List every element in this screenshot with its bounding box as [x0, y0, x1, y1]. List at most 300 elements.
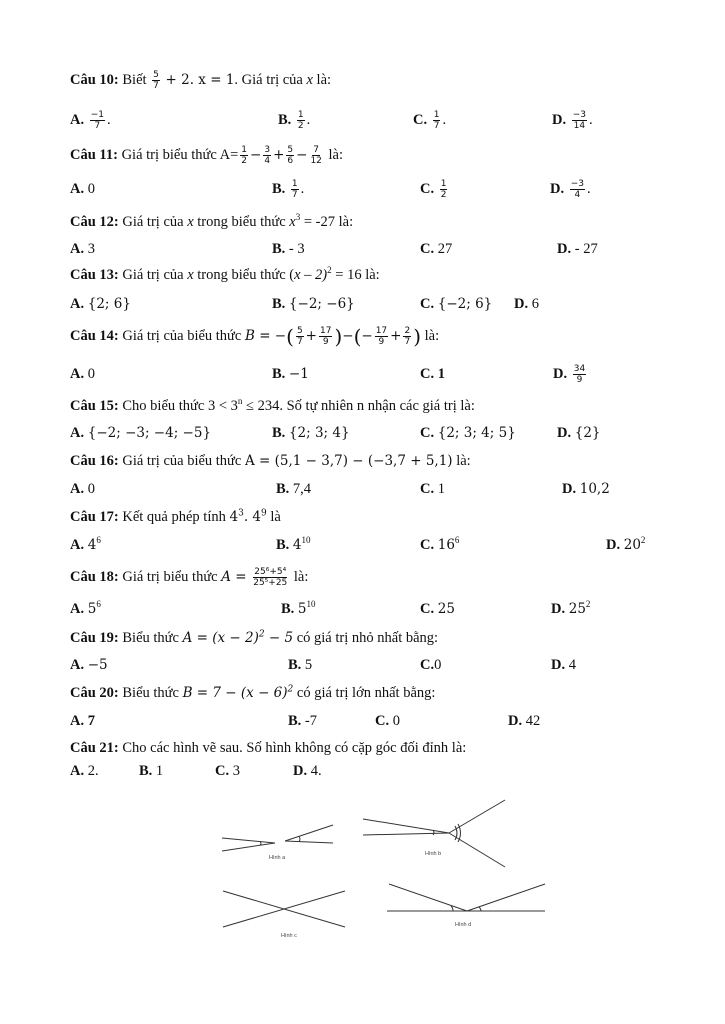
fraction-denominator: 2	[440, 190, 447, 201]
options-row-11	[0, 177, 725, 201]
operator: −	[250, 147, 262, 163]
option-label: D.	[557, 241, 572, 257]
option-label: D.	[293, 763, 308, 779]
option-c[interactable]	[215, 759, 240, 783]
base: 25	[568, 601, 586, 617]
fraction-numerator: 5	[296, 326, 303, 337]
figure-b-ray	[449, 800, 505, 833]
fraction-denominator: 4	[574, 190, 581, 201]
option-label: A.	[70, 241, 85, 257]
fraction	[375, 326, 388, 347]
exponent: 10	[306, 599, 316, 610]
question-label: Câu 12:	[70, 214, 119, 230]
option-text: 10,2	[579, 481, 610, 497]
option-b[interactable]	[288, 653, 312, 677]
option-d[interactable]	[550, 177, 591, 201]
question-label: Câu 13:	[70, 267, 119, 283]
exponent: 2	[640, 535, 646, 546]
question-13	[70, 265, 380, 285]
fraction	[252, 567, 288, 588]
option-b[interactable]	[288, 709, 317, 733]
options-row-19	[0, 653, 725, 677]
fraction-denominator: 6	[287, 156, 294, 167]
figure-a-ray	[222, 843, 275, 851]
option-a[interactable]	[70, 597, 101, 621]
question-21	[70, 738, 466, 758]
option-b[interactable]	[278, 108, 310, 132]
option-text: {2; 6}	[87, 296, 131, 312]
option-label: A.	[70, 296, 85, 312]
base: 4	[87, 537, 97, 553]
option-a[interactable]	[70, 362, 95, 386]
base: 4	[252, 509, 262, 525]
math-expression: B = −	[244, 328, 287, 344]
option-label: D.	[557, 425, 572, 441]
exponent: 3	[295, 212, 301, 223]
option-label: C.	[420, 181, 435, 197]
math-expression	[230, 509, 267, 525]
question-17	[70, 507, 281, 527]
expression-part: − 5	[264, 630, 294, 646]
question-text: Giá trị của	[122, 267, 184, 283]
question-text: là:	[328, 147, 344, 163]
option-label: C.	[420, 425, 435, 441]
option-label: D.	[551, 601, 566, 617]
option-label: C.	[420, 601, 435, 617]
figure-c	[223, 891, 345, 927]
fraction	[573, 364, 586, 385]
exponent: 6	[96, 535, 101, 546]
option-c[interactable]	[375, 709, 400, 733]
option-text: 7,4	[292, 481, 312, 497]
option-label: C.	[420, 537, 435, 553]
option-label: B.	[272, 181, 286, 197]
options-row-12	[0, 237, 725, 261]
option-label: B.	[281, 601, 295, 617]
fraction-numerator: 1	[297, 110, 304, 121]
question-text: Giá trị biểu thức	[122, 569, 218, 585]
option-label: B.	[272, 296, 286, 312]
exponent: 9	[261, 508, 267, 519]
question-text: Biết	[122, 72, 147, 88]
math-expression: A =	[221, 569, 247, 585]
option-text: 0	[392, 713, 400, 729]
option-a[interactable]	[70, 237, 95, 261]
option-b[interactable]	[272, 177, 304, 201]
question-text: là:	[456, 453, 471, 469]
expression-part: B = 7 − (x − 6)	[182, 685, 288, 701]
option-label: B.	[272, 425, 286, 441]
operator: +	[305, 328, 317, 344]
exponent: 2	[585, 599, 591, 610]
option-b[interactable]	[272, 292, 355, 316]
operator: −	[361, 328, 373, 344]
option-label: C.	[420, 366, 435, 382]
fraction-denominator: 9	[576, 375, 583, 386]
options-row-13	[0, 292, 725, 316]
variable: x	[187, 267, 194, 283]
option-text: -7	[304, 713, 318, 729]
math-expression	[183, 685, 294, 701]
option-label: A.	[70, 537, 85, 553]
question-18	[70, 567, 308, 588]
figure-b-ray	[363, 819, 449, 833]
paren: )	[413, 324, 421, 349]
option-b[interactable]	[139, 759, 163, 783]
option-d[interactable]	[553, 362, 588, 386]
option-c[interactable]	[413, 108, 446, 132]
question-text: = -27 là:	[303, 214, 354, 230]
option-text: 3	[232, 763, 240, 779]
exponent: 2	[287, 684, 294, 695]
option-label: A.	[70, 481, 85, 497]
question-text: Biểu thức	[122, 630, 179, 646]
figure-b-angle-arc	[433, 830, 434, 835]
fraction-denominator: 25⁵+25	[253, 578, 288, 589]
option-label: D.	[514, 296, 529, 312]
question-label: Câu 21:	[70, 740, 119, 756]
option-c[interactable]	[420, 477, 445, 501]
question-label: Câu 15:	[70, 398, 119, 414]
option-c[interactable]	[420, 237, 452, 261]
option-label: B.	[278, 112, 292, 128]
option-label: A.	[70, 763, 85, 779]
figure-a-angle-arc	[299, 837, 300, 842]
exponent: 6	[96, 599, 101, 610]
options-row-17	[0, 533, 725, 557]
fraction	[440, 179, 448, 200]
option-label: B.	[272, 366, 286, 382]
option-text: 3	[87, 241, 95, 257]
option-text: 25	[437, 601, 455, 617]
operator: +	[273, 147, 285, 163]
option-a[interactable]	[70, 759, 99, 783]
question-label: Câu 14:	[70, 328, 119, 344]
option-d[interactable]	[552, 108, 593, 132]
question-text: trong biểu thức (	[197, 267, 295, 283]
fraction-denominator: 7	[94, 121, 101, 132]
option-text: 0	[87, 481, 95, 497]
option-label: C.	[413, 112, 428, 128]
options-row-21	[0, 759, 725, 783]
fraction-numerator: 5	[287, 145, 294, 156]
question-text: trong biểu thức	[197, 214, 286, 230]
option-d[interactable]	[551, 653, 576, 677]
variable: x	[306, 72, 313, 88]
option-c[interactable]	[420, 653, 441, 677]
fraction-numerator: 5	[153, 70, 159, 81]
question-label: Câu 17:	[70, 509, 119, 525]
option-text: 0	[434, 657, 442, 673]
option-suffix: .	[107, 112, 111, 128]
option-b[interactable]	[272, 362, 309, 386]
base: 4	[292, 537, 302, 553]
operator: −	[342, 328, 354, 344]
question-text: Giá trị của biểu thức	[122, 328, 242, 344]
option-a[interactable]	[70, 292, 131, 316]
option-d[interactable]	[514, 292, 539, 316]
option-label: C.	[375, 713, 390, 729]
option-c[interactable]	[420, 533, 459, 557]
base: 16	[437, 537, 455, 553]
operator: .	[243, 509, 253, 525]
fraction-numerator: 1	[241, 145, 248, 156]
option-suffix: .	[300, 181, 305, 197]
fraction	[90, 110, 105, 131]
question-20	[70, 683, 435, 703]
option-suffix: .	[306, 112, 311, 128]
option-a[interactable]	[70, 533, 101, 557]
angle-figures	[215, 795, 555, 945]
option-a[interactable]	[70, 653, 108, 677]
figure-d	[387, 884, 545, 911]
figure-a	[222, 825, 333, 851]
option-text: 0	[87, 181, 95, 197]
fraction	[297, 110, 305, 131]
fraction	[309, 145, 322, 166]
option-text: 1	[437, 366, 445, 382]
fraction-numerator: −1	[90, 110, 105, 121]
option-label: A.	[70, 181, 85, 197]
figure-c-caption: Hình c	[281, 933, 297, 939]
math-expression: A = (5,1 − 3,7) − (−3,7 + 5,1)	[244, 453, 453, 469]
option-suffix: .	[442, 112, 447, 128]
options-row-16	[0, 477, 725, 501]
option-text: - 3	[288, 241, 305, 257]
figure-b-caption: Hình b	[425, 851, 442, 857]
option-b[interactable]	[276, 477, 311, 501]
option-text: {2; 3; 4}	[288, 425, 350, 441]
question-text: có giá trị lớn nhất bằng:	[296, 685, 436, 701]
fraction-numerator: 34	[573, 364, 586, 375]
figure-d-ray	[467, 884, 545, 911]
figure-d-angle-arc	[451, 906, 453, 911]
fraction	[433, 110, 441, 131]
option-d[interactable]	[562, 477, 610, 501]
fraction-denominator: 9	[378, 337, 385, 348]
fraction-denominator: 7	[404, 337, 411, 348]
option-text: 5	[304, 657, 313, 673]
question-14	[70, 326, 439, 347]
option-text: {−2; −6}	[288, 296, 355, 312]
fraction	[286, 145, 294, 166]
question-text: là:	[424, 328, 440, 344]
option-d[interactable]	[557, 237, 598, 261]
option-text: {−2; −3; −4; −5}	[87, 425, 212, 441]
question-text: Cho các hình vẽ sau. Số hình không có cặp góc đối đỉnh là:	[122, 740, 467, 756]
variable: x	[187, 214, 194, 230]
question-label: Câu 20:	[70, 685, 119, 701]
question-label: Câu 19:	[70, 630, 119, 646]
fraction-numerator: 1	[291, 179, 298, 190]
fraction	[403, 326, 411, 347]
option-label: A.	[70, 366, 85, 382]
fraction	[152, 70, 160, 91]
option-label: B.	[272, 241, 286, 257]
option-label: D.	[552, 112, 567, 128]
option-label: C.	[215, 763, 230, 779]
question-11	[70, 145, 343, 166]
figure-a-caption: Hình a	[269, 855, 286, 861]
question-text: Giá trị của biểu thức	[122, 453, 242, 469]
option-a[interactable]	[70, 108, 111, 132]
question-15	[70, 396, 475, 416]
math-expression	[183, 630, 294, 646]
option-c[interactable]	[420, 177, 449, 201]
option-d[interactable]	[606, 533, 645, 557]
fraction-numerator: −3	[572, 110, 587, 121]
option-label: C.	[420, 296, 435, 312]
base: 4	[229, 509, 239, 525]
option-c[interactable]	[420, 292, 492, 316]
option-b[interactable]	[281, 597, 316, 621]
fraction-numerator: 7	[313, 145, 320, 156]
exponent: 3	[238, 508, 244, 519]
question-text: là	[270, 509, 281, 525]
option-c[interactable]	[420, 597, 455, 621]
fraction-numerator: 1	[440, 179, 447, 190]
figure-a-ray	[285, 825, 333, 841]
option-suffix: .	[587, 181, 591, 197]
base: 20	[623, 537, 641, 553]
options-row-14	[0, 362, 725, 386]
option-text: 42	[525, 713, 541, 729]
option-label: C.	[420, 241, 435, 257]
math-expression: + 2. x = 1	[165, 72, 235, 88]
variable: x	[289, 214, 296, 230]
fraction-numerator: 2	[404, 326, 411, 337]
question-text: Biểu thức	[122, 685, 179, 701]
operator: +	[390, 328, 402, 344]
fraction-denominator: 2	[297, 121, 304, 132]
fraction-numerator: −3	[570, 179, 585, 190]
option-label: A.	[70, 112, 85, 128]
question-label: Câu 10:	[70, 72, 119, 88]
option-label: A.	[70, 657, 85, 673]
option-text: {−2; 6}	[437, 296, 493, 312]
exponent: 2	[327, 265, 332, 276]
options-row-18	[0, 597, 725, 621]
exponent: 6	[454, 535, 460, 546]
option-label: D.	[553, 366, 568, 382]
fraction-denominator: 4	[264, 156, 271, 167]
option-text: 2.	[87, 763, 99, 779]
figure-d-caption: Hình d	[455, 922, 472, 928]
option-label: A.	[70, 713, 85, 729]
option-text: 7	[87, 713, 95, 729]
option-b[interactable]	[272, 237, 305, 261]
option-a[interactable]	[70, 421, 211, 445]
option-a[interactable]	[70, 709, 95, 733]
fraction	[570, 179, 585, 200]
figure-d-angle-arc	[479, 907, 481, 911]
option-d[interactable]	[557, 421, 601, 445]
option-label: D.	[551, 657, 566, 673]
figure-a-ray	[222, 838, 275, 843]
question-text: là:	[293, 569, 309, 585]
question-10	[70, 70, 331, 91]
option-label: B.	[139, 763, 153, 779]
option-label: B.	[276, 537, 290, 553]
question-label: Câu 18:	[70, 569, 119, 585]
question-text: Kết quả phép tính	[122, 509, 226, 525]
option-label: D.	[508, 713, 523, 729]
paren: (	[286, 324, 294, 349]
option-label: B.	[288, 713, 302, 729]
question-text: Cho biểu thức 3 < 3	[122, 398, 238, 414]
figure-d-ray	[389, 884, 467, 911]
option-text: 4.	[310, 763, 322, 779]
figure-b-ray	[449, 833, 505, 867]
option-text: 0	[87, 366, 95, 382]
fraction	[572, 110, 587, 131]
options-row-10	[0, 108, 725, 132]
option-d[interactable]	[508, 709, 540, 733]
question-text: có giá trị nhỏ nhất bằng:	[296, 630, 439, 646]
fraction-denominator: 9	[322, 337, 329, 348]
option-label: C.	[420, 481, 435, 497]
option-a[interactable]	[70, 477, 95, 501]
option-label: C.	[420, 657, 435, 673]
option-d[interactable]	[293, 759, 322, 783]
option-text: {2; 3; 4; 5}	[437, 425, 516, 441]
paren: )	[334, 324, 343, 349]
exponent: 2	[258, 629, 265, 640]
option-text: 6	[531, 296, 539, 312]
option-text: −1	[288, 366, 309, 382]
question-16	[70, 451, 471, 471]
fraction	[296, 326, 304, 347]
fraction-denominator: 7	[296, 337, 303, 348]
fraction	[240, 145, 248, 166]
fraction	[291, 179, 299, 200]
option-label: A.	[70, 425, 85, 441]
fraction-numerator: 1	[433, 110, 440, 121]
base: 5	[87, 601, 97, 617]
fraction-denominator: 12	[310, 156, 322, 167]
option-c[interactable]	[420, 421, 516, 445]
option-b[interactable]	[272, 421, 350, 445]
question-label: Câu 16:	[70, 453, 119, 469]
expression-part: A = (x − 2)	[182, 630, 259, 646]
paren: (	[353, 324, 362, 349]
question-text: = 16 là:	[335, 267, 380, 283]
options-row-15	[0, 421, 725, 445]
option-text: {2}	[574, 425, 601, 441]
fraction-numerator: 25⁶+5⁴	[254, 567, 287, 578]
fraction	[319, 326, 332, 347]
option-d[interactable]	[551, 597, 590, 621]
figure-b-ray	[363, 833, 449, 835]
option-a[interactable]	[70, 177, 95, 201]
question-label: Câu 11:	[70, 147, 118, 163]
option-text: 4	[568, 657, 576, 673]
figure-a-angle-arc	[260, 842, 261, 846]
option-b[interactable]	[276, 533, 311, 557]
exponent: n	[237, 396, 243, 407]
option-label: D.	[550, 181, 565, 197]
exponent: 10	[301, 535, 311, 546]
fraction-denominator: 7	[291, 190, 298, 201]
fraction-denominator: 7	[433, 121, 440, 132]
option-text: 1	[155, 763, 164, 779]
option-suffix: .	[589, 112, 593, 128]
option-c[interactable]	[420, 362, 445, 386]
option-label: B.	[288, 657, 302, 673]
fraction-numerator: 17	[375, 326, 388, 337]
option-label: D.	[562, 481, 577, 497]
operator: −	[296, 147, 308, 163]
